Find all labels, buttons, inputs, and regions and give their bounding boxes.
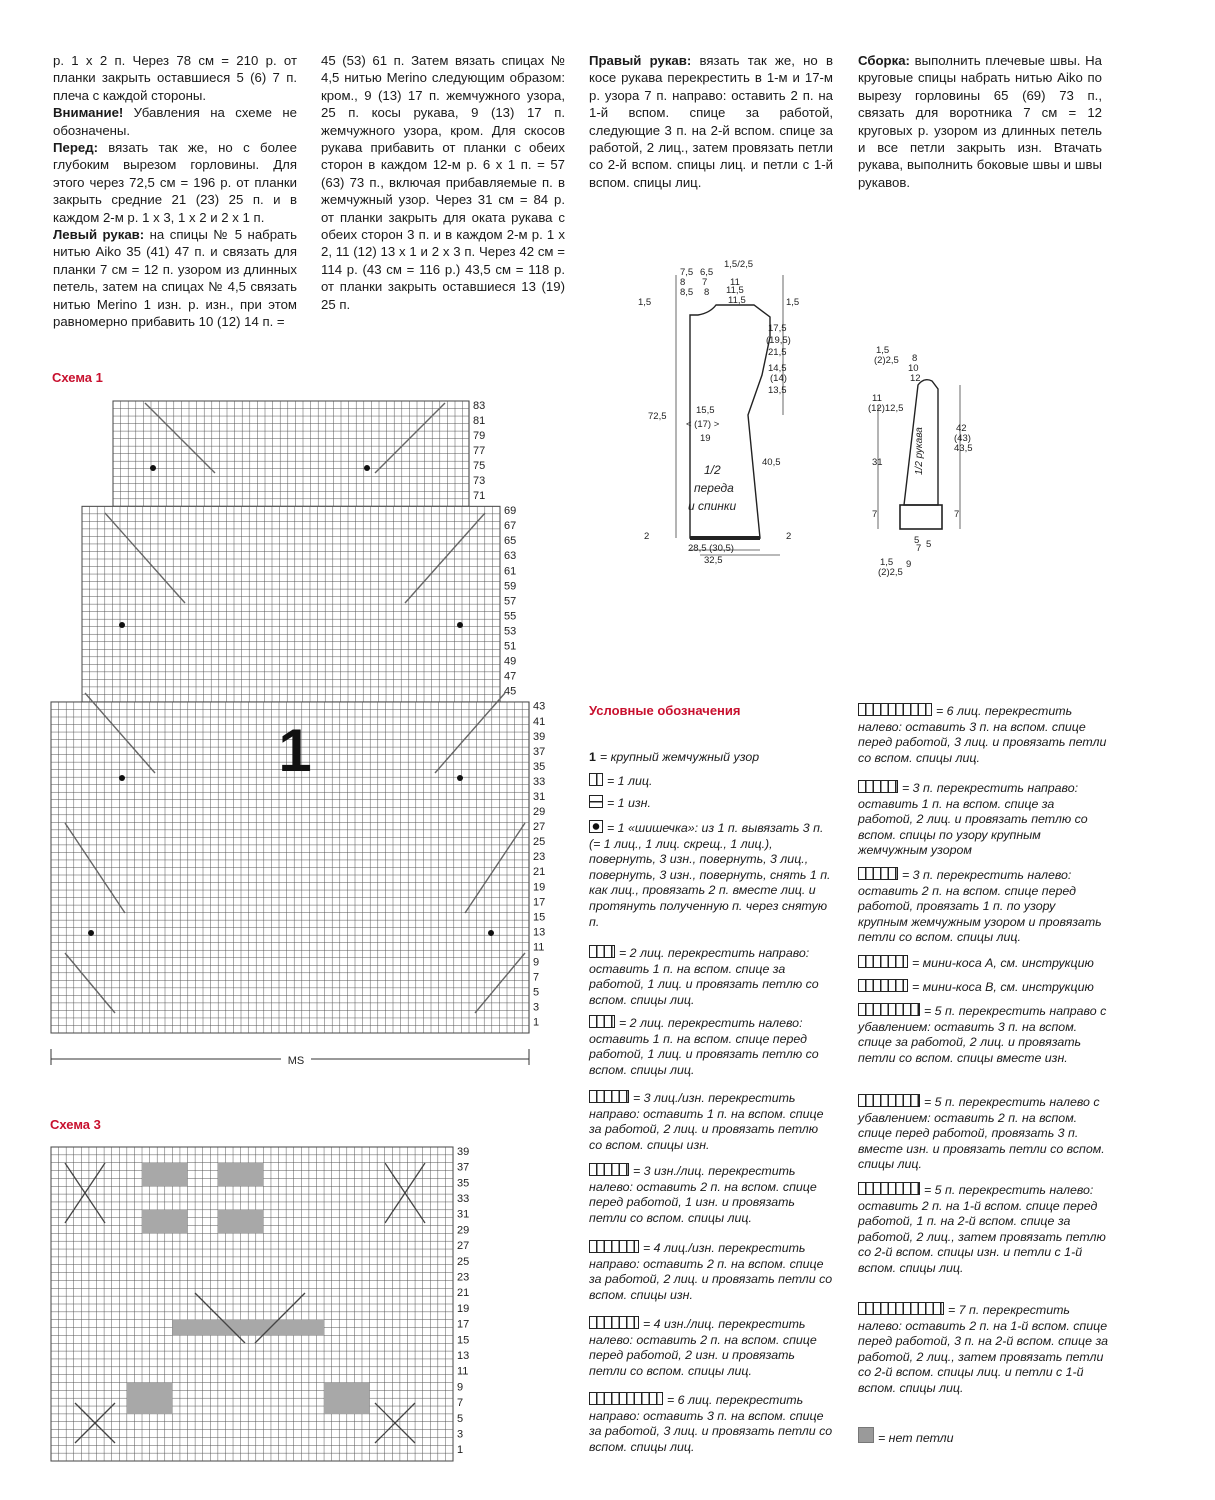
- text-column-3: [589, 52, 833, 191]
- row-number: 23: [533, 851, 545, 864]
- row-number: 19: [457, 1302, 470, 1315]
- dimension-label: 8: [912, 353, 918, 364]
- legend-text: = 4 изн./лиц. перекрестить налево: оставить 2 п. на вспом. спице перед работой, 2 изн. и провязать петли со вспом. спицы лиц.: [589, 1317, 817, 1378]
- row-number: 3: [533, 1001, 540, 1014]
- c3pl-symbol-icon: [858, 868, 902, 882]
- legend-text: = 1 лиц.: [607, 774, 653, 788]
- row-number: 31: [457, 1208, 470, 1221]
- legend-text: = 6 лиц. перекрестить направо: оставить 3 п. на вспом. спице за работой, 3 лиц. и провязать петли со вспом. спицы лиц.: [589, 1393, 833, 1454]
- row-number: 23: [457, 1271, 470, 1284]
- legend-item: [858, 1302, 1108, 1397]
- row-number: 41: [533, 715, 545, 728]
- pattern-number-icon: 1: [589, 750, 596, 764]
- dimension-label: 2: [644, 531, 650, 542]
- legend-item: [858, 780, 1108, 859]
- legend-text: = 3 изн./лиц. перекрестить налево: оставить 2 п. на вспом. спице перед работой, 1 изн. и провязать петли со вспом. спицы лиц.: [589, 1164, 817, 1225]
- dimension-label: 40,5: [762, 457, 781, 468]
- dimension-label: 8,5: [680, 287, 694, 298]
- row-number: 29: [457, 1224, 470, 1237]
- paragraph-heading: Внимание!: [53, 105, 124, 121]
- dimension-label: 6,5: [700, 267, 714, 278]
- legend-text: = 5 п. перекрестить направо с убавлением: оставить 3 п. на вспом. спице за работой, 2 лиц. и провязать петли со вспом. спицы вместе изн.: [858, 1004, 1107, 1065]
- row-number: 73: [473, 475, 486, 487]
- c2l-symbol-icon: [589, 1016, 619, 1030]
- dimension-label: 1,5: [786, 297, 800, 308]
- dimension-label: 7: [916, 543, 922, 554]
- row-number: 17: [457, 1318, 470, 1331]
- row-number: 11: [457, 1365, 469, 1378]
- c5rd-symbol-icon: [858, 1004, 924, 1018]
- scheme-3-title: Схема 3: [50, 1117, 101, 1132]
- miniB-symbol-icon: [858, 980, 912, 994]
- row-number: 21: [533, 866, 545, 879]
- row-number: 45: [504, 685, 517, 698]
- legend-item: [858, 1094, 1108, 1173]
- bobble-symbol: [488, 930, 494, 936]
- row-number: 61: [504, 565, 517, 578]
- c6r-symbol-icon: [589, 1393, 667, 1407]
- row-number: 53: [504, 625, 517, 638]
- legend-text: = мини-коса A, см. инструкцию: [912, 956, 1094, 970]
- c4r-symbol-icon: [589, 1241, 643, 1255]
- row-number: 5: [533, 986, 540, 999]
- dimension-label: (2)2,5: [878, 567, 903, 578]
- row-number: 71: [473, 490, 486, 503]
- row-number: 15: [533, 911, 545, 924]
- c4l-symbol-icon: [589, 1317, 643, 1331]
- legend-item: [589, 1392, 834, 1455]
- legend-item: [589, 1090, 834, 1153]
- bobble-symbol: [88, 930, 94, 936]
- row-number: 63: [504, 550, 517, 563]
- row-number: 39: [457, 1145, 470, 1158]
- row-number: 35: [533, 760, 545, 773]
- row-number: 55: [504, 610, 517, 623]
- paragraph: [53, 52, 297, 104]
- paragraph-text: вязать так же, но в косе рукава перекрестить в 1-м и 17-м р. узора 7 п. направо: оставить 2 п. на 1-й вспом. спице за работой, следующие 3 п. на 2-й вспом. спице за работой, 2 лиц., затем провязать петли со 2-й вспом. спицы лиц. и петли с 1-й вспом. спицы лиц.: [589, 53, 833, 190]
- legend-text: = 4 лиц./изн. перекрестить направо: оставить 2 п. на вспом. спице за работой, 2 лиц. и провязать петли со вспом. спицы изн.: [589, 1241, 833, 1302]
- legend-item: [858, 1003, 1108, 1066]
- dimension-label: 7: [954, 509, 960, 520]
- c6l-symbol-icon: [858, 704, 936, 718]
- dimension-label: 10: [908, 363, 919, 374]
- legend-text: = мини-коса B, см. инструкцию: [912, 980, 1094, 994]
- dimension-label: 31: [872, 457, 883, 468]
- paragraph: [589, 52, 833, 191]
- legend-item: [589, 1316, 834, 1379]
- paragraph: [53, 226, 297, 330]
- legend-text: = 3 лиц./изн. перекрестить направо: оставить 1 п. на вспом. спице за работой, 2 лиц. и провязать петлю со вспом. спицы изн.: [589, 1091, 824, 1152]
- legend-text: = крупный жемчужный узор: [599, 750, 760, 764]
- dimension-label: (14): [770, 373, 787, 384]
- dimension-label: 1,5/2,5: [724, 259, 754, 270]
- dimension-label: переда: [694, 481, 734, 495]
- row-number: 21: [457, 1287, 470, 1300]
- legend-item: [858, 955, 1108, 972]
- row-number: 17: [533, 896, 545, 909]
- row-number: 9: [457, 1381, 464, 1394]
- dimension-label: 11,5: [726, 285, 744, 296]
- legend-item: [858, 867, 1108, 946]
- paragraph: [858, 52, 1102, 191]
- dimension-label: 14,5: [768, 363, 787, 374]
- dimension-label: 42: [956, 423, 967, 434]
- dimension-label: 19: [700, 433, 711, 444]
- bobble-symbol: [457, 775, 463, 781]
- legend-text: = 7 п. перекрестить налево: оставить 2 п. на 1-й вспом. спице перед работой, 3 п. на 2-й вспом. спице за работой, 2 лиц., затем провязать петли со 2-й вспом. спицы лиц. и петли с 1-й вспом. спицы лиц.: [858, 1303, 1108, 1395]
- bobble-symbol: [457, 622, 463, 628]
- legend-item: [589, 945, 834, 1008]
- dimension-label: 5: [926, 539, 932, 550]
- ms-label: MS: [287, 1055, 305, 1067]
- row-number: 67: [504, 520, 517, 533]
- dimension-label: (12)12,5: [868, 403, 904, 414]
- paragraph-text: выполнить плечевые швы. На круговые спицы набрать нитью Aiko по вырезу горловины 65 (69) 73 п., связать для воротника 7 см = 12 круговых р. узором из длинных петель и все петли закрыть изн. Втачать рукава, выполнить боковые швы и швы рукавов.: [858, 53, 1102, 190]
- row-number: 27: [457, 1240, 470, 1253]
- row-number: 1: [533, 1016, 540, 1029]
- legend-title: Условные обозначения: [589, 703, 741, 718]
- legend-text: = 1 «шишечка»: из 1 п. вывязать 3 п. (= 1 лиц., 1 лиц. скрещ., 1 лиц.), повернуть, 3 изн., повернуть, 3 лиц., повернуть, 3 изн., повернуть, снять 1 п. как лиц., провязать 2 п. вместе лиц. и протянуть полученную п. через снятую п.: [589, 821, 831, 929]
- legend-item: [589, 773, 834, 790]
- c5-symbol-icon: [858, 1183, 924, 1197]
- c5ld-symbol-icon: [858, 1095, 924, 1109]
- row-number: 9: [533, 956, 540, 969]
- row-number: 77: [473, 444, 486, 457]
- minus-symbol-icon: [589, 796, 607, 810]
- dimension-label: 28,5 (30,5): [688, 543, 734, 554]
- paragraph-heading: Левый рукав:: [53, 227, 145, 243]
- row-number: 81: [473, 414, 486, 427]
- dimension-label: 1/2 рукава: [914, 427, 925, 475]
- c3l-symbol-icon: [589, 1164, 633, 1178]
- row-number: 51: [504, 640, 517, 653]
- row-number: 11: [533, 941, 545, 954]
- legend-item: [589, 1015, 834, 1078]
- row-number: 37: [533, 745, 545, 758]
- legend-item: [589, 795, 834, 812]
- dimension-label: 9: [906, 559, 912, 570]
- scheme-3-chart: [45, 1143, 495, 1473]
- legend-text: = 3 п. перекрестить направо: оставить 1 п. на вспом. спице за работой, 2 лиц. и провязать петлю со вспом. спицы по узору крупным жемчужным узором: [858, 781, 1088, 858]
- legend-item: [589, 820, 834, 930]
- dimension-label: 1,5: [876, 345, 890, 356]
- row-number: 25: [533, 836, 545, 849]
- bobble-symbol: [119, 775, 125, 781]
- row-number: 31: [533, 791, 545, 803]
- row-number: 3: [457, 1428, 464, 1441]
- row-number: 49: [504, 655, 517, 668]
- c3r-symbol-icon: [589, 1091, 633, 1105]
- row-number: 57: [504, 595, 517, 608]
- legend-item: [858, 979, 1108, 996]
- dimension-label: (43): [954, 433, 971, 444]
- row-number: 75: [473, 459, 486, 472]
- row-number: 7: [533, 971, 540, 984]
- paragraph-heading: Сборка:: [858, 53, 910, 68]
- row-number: 27: [533, 821, 545, 834]
- dimension-label: 72,5: [648, 411, 667, 422]
- dimension-label: 15,5: [696, 405, 715, 416]
- c2r-symbol-icon: [589, 946, 619, 960]
- paragraph-heading: Перед:: [53, 140, 98, 156]
- legend-item: [858, 1427, 1108, 1447]
- paragraph: [53, 139, 297, 226]
- miniA-symbol-icon: [858, 956, 912, 970]
- dimension-label: 7: [702, 277, 708, 288]
- row-number: 33: [533, 775, 545, 788]
- row-number: 15: [457, 1334, 470, 1347]
- dimension-label: 12: [910, 373, 921, 384]
- row-number: 37: [457, 1161, 470, 1174]
- c3pr-symbol-icon: [858, 781, 902, 795]
- dimension-label: 11: [730, 277, 740, 288]
- dimension-label: 8: [680, 277, 686, 288]
- dimension-label: < (17) >: [686, 419, 720, 430]
- dimension-label: 21,5: [768, 347, 787, 358]
- row-number: 13: [533, 926, 545, 939]
- c7-symbol-icon: [858, 1303, 948, 1317]
- legend-item: [589, 1240, 834, 1303]
- dimension-label: 1/2: [704, 463, 721, 477]
- paragraph-text: вязать так же, но с более глубоким вырезом горловины. Для этого через 72,5 см = 196 р. от планки закрыть средние 21 (23) 25 п. и в каждом 2-м р. 1 х 3, 1 х 2 и 2 х 1 п.: [53, 140, 297, 225]
- legend-text: = 5 п. перекрестить налево: оставить 2 п. на 1-й вспом. спице перед работой, 1 п. на 2-й вспом. спице за работой, 2 лиц., затем провязать петлю со 2-й вспом. спицы изн. и петли с 1-й вспом. спицы лиц.: [858, 1183, 1106, 1275]
- row-number: 47: [504, 670, 517, 683]
- legend-text: = 2 лиц. перекрестить направо: оставить 1 п. на вспом. спице за работой, 1 лиц. и провязать петлю со вспом. спицы лиц.: [589, 946, 819, 1007]
- paragraph-text: р. 1 х 2 п. Через 78 см = 210 р. от планки закрыть оставшиеся 5 (6) 7 п. плеча с каждой стороны.: [53, 53, 297, 103]
- row-number: 29: [533, 806, 545, 819]
- scheme-1-title: Схема 1: [52, 370, 103, 385]
- pattern-1-mark: 1: [278, 717, 312, 784]
- scheme-1-chart: [45, 393, 545, 1073]
- paragraph-text: Убавления на схеме не обозначены.: [53, 105, 297, 138]
- dimension-label: 32,5: [704, 555, 723, 566]
- dimension-label: 2: [786, 531, 792, 542]
- dimension-label: 7: [872, 509, 878, 520]
- gray-symbol-icon: [858, 1431, 878, 1445]
- row-number: 5: [457, 1412, 464, 1425]
- legend-text: = нет петли: [878, 1431, 954, 1445]
- dimension-label: (19,5): [766, 335, 791, 346]
- row-number: 83: [473, 399, 486, 412]
- text-column-2: [321, 52, 565, 313]
- dimension-label: 13,5: [768, 385, 787, 396]
- dimension-label: (2)2,5: [874, 355, 899, 366]
- row-number: 1: [457, 1444, 464, 1457]
- row-number: 33: [457, 1193, 470, 1206]
- dimension-label: 11: [872, 393, 882, 404]
- paragraph-text: на спицы № 5 набрать нитью Aiko 35 (41) 47 п. и связать для планки 7 см = 12 п. узором из длинных петель, затем на спицах № 4,5 связать нитью Merino 1 изн. р. изн., при этом равномерно прибавить 10 (12) 14 п. =: [53, 227, 297, 330]
- row-number: 7: [457, 1397, 464, 1410]
- row-number: 19: [533, 881, 545, 894]
- row-number: 69: [504, 505, 517, 518]
- dimension-label: 7,5: [680, 267, 694, 278]
- text-column-1: [53, 52, 297, 331]
- dimension-label: 1,5: [880, 557, 894, 568]
- scheme-3-grid: [51, 1147, 453, 1461]
- row-number: 79: [473, 429, 486, 442]
- legend-item: [589, 1163, 834, 1226]
- paragraph: [53, 104, 297, 139]
- paragraph: [321, 52, 565, 313]
- row-number: 59: [504, 580, 517, 593]
- bobble-symbol-icon: [589, 821, 607, 835]
- legend-text: = 5 п. перекрестить налево с убавлением: оставить 2 п. на вспом. спице перед работой, провязать 3 п. вместе изн. и провязать петли со вспом. спицы лиц.: [858, 1095, 1105, 1172]
- row-number: 13: [457, 1350, 470, 1363]
- dimension-label: и спинки: [688, 499, 737, 513]
- row-number: 39: [533, 730, 545, 743]
- paragraph-heading: Правый рукав:: [589, 53, 692, 68]
- dimension-label: 1,5: [638, 297, 652, 308]
- bobble-symbol: [150, 465, 156, 471]
- row-number: 25: [457, 1255, 470, 1268]
- paragraph-text: 45 (53) 61 п. Затем вязать спицах № 4,5 нитью Merino следующим образом: кром., 9 (13) 17 п. жемчужного узора, 25 п. косы рукава, 9 (13) 17 п. жемчужного узора, кром. Для скосов рукава прибавить от планки с обеих сторон в каждом 12-м р. 6 х 1 п. = 57 (63) 73 п., включая прибавляемые п. в жемчужный узор. Через 31 см = 84 р. от планки закрыть для оката рукава с обеих сторон 3 п. и в каждом 2-м р. 1 х 2, 11 (12) 13 х 1 и 2 х 3 п. Через 42 см = 114 р. (43 см = 116 р.) 43,5 см = 118 р. от планки закрыть оставшиеся 13 (19) 25 п.: [321, 53, 565, 312]
- legend-item: [858, 1182, 1108, 1277]
- row-number: 43: [533, 700, 545, 713]
- row-number: 35: [457, 1177, 470, 1190]
- dimension-label: 17,5: [768, 323, 787, 334]
- legend-text: = 2 лиц. перекрестить налево: оставить 1 п. на вспом. спице перед работой, 1 лиц. и провязать петлю со вспом. спицы лиц.: [589, 1016, 819, 1077]
- legend-item: [589, 750, 834, 766]
- legend-item: [858, 703, 1108, 766]
- bobble-symbol: [119, 622, 125, 628]
- dimension-label: 8: [704, 287, 710, 298]
- dimension-label: 11,5: [728, 295, 746, 306]
- dimension-label: 5: [914, 535, 920, 546]
- text-column-4: [858, 52, 1102, 191]
- row-number: 65: [504, 535, 517, 548]
- bobble-symbol: [364, 465, 370, 471]
- one-symbol-icon: [589, 774, 607, 788]
- legend-text: = 3 п. перекрестить налево: оставить 2 п. на вспом. спице перед работой, провязать 1 п. по узору крупным жемчужным узором и провязать петли со вспом. спицы лиц.: [858, 868, 1102, 945]
- dimension-label: 43,5: [954, 443, 973, 454]
- legend-text: = 6 лиц. перекрестить налево: оставить 3 п. на вспом. спице перед работой, 3 лиц. и провязать петли со вспом. спицы лиц.: [858, 704, 1107, 765]
- legend-text: = 1 изн.: [607, 796, 651, 810]
